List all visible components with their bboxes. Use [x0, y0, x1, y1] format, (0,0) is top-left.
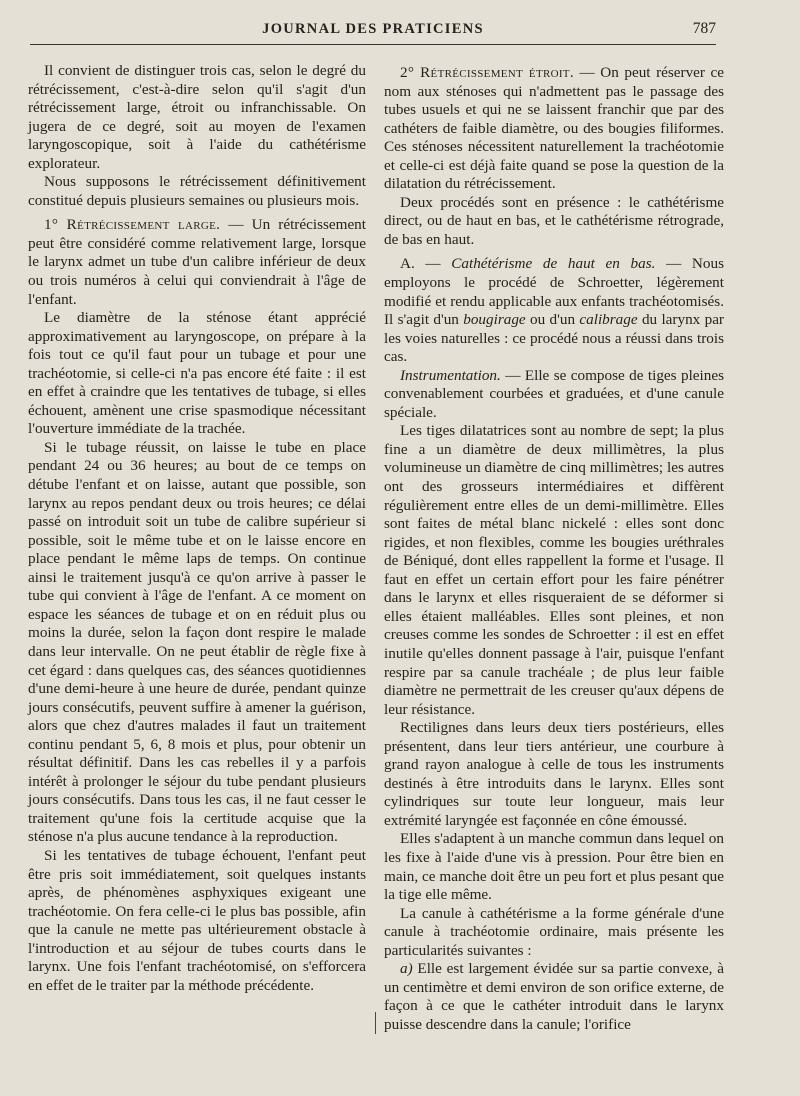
- left-column: [28, 62, 366, 995]
- paragraph: Si le tubage réussit, on laisse le tube en place pendant 24 ou 36 heures; au bout de ce temps on détube l'enfant et on laisse, autant que possible, son larynx au repos pendant deux ou trois heures; ce délai passé on introduit soit un tube de calibre supérieur si possible, soit le même tube et on le laisse encore en place pendant le même laps de temps. On continue ainsi le traitement jusqu'à ce qu'on arrive à passer le tube qui convient à l'âge de l'enfant. A ce moment on espace les séances de tubage et on en réduit plus ou moins la durée, selon la façon dont respire le malade dans leur intervalle. On ne peut établir de règle fixe à cet égard : dans quelques cas, des séances quotidiennes d'une demi-heure à une heure de durée, pendant quinze jours consécutifs, peuvent suffire à amener la guérison, alors que chez d'autres malades il faut un traitement continu pendant 5, 6, 8 mois et plus, pour obtenir un résultat définitif. Dans les cas rebelles il y a parfois intérêt à prolonger le séjour du tube pendant plusieurs jours consécutifs. Dans tous les cas, il ne faut cesser le traitement qu'une fois la certitude acquise que la sténose n'a plus aucune tendance à la reproduction.: [28, 438, 366, 846]
- column-divider: [375, 1012, 376, 1034]
- paragraph: Deux procédés sont en présence : le cathétérisme direct, ou de haut en bas, et le cathétérisme rétrograde, de bas en haut.: [384, 193, 724, 248]
- section-heading: 1° Rétrécissement large.: [44, 216, 221, 234]
- paragraph: Nous supposons le rétrécissement définitivement constitué depuis plusieurs semaines ou plusieurs mois.: [28, 173, 366, 209]
- subsection-paragraph: [384, 255, 724, 366]
- paragraph-text: — Un rétrécissement peut être considéré comme relativement large, lorsque le larynx admet un tube d'un calibre inférieur de deux ou trois numéros à celui qui conviendrait à l'âge de l'enfant.: [28, 216, 366, 308]
- paragraph: Rectilignes dans leurs deux tiers postérieurs, elles présentent, dans leur tiers antérieur, une courbure à grand rayon analogue à celle de tous les instruments destinés à être introduits dans le larynx. Elles sont cylindriques sur toute leur longueur, mais leur extrémité laryngée est façonnée en cône émoussé.: [384, 719, 724, 829]
- paragraph: [384, 960, 724, 1034]
- subsection-heading: Cathétérisme de haut en bas.: [451, 255, 656, 273]
- paragraph: Elles s'adaptent à un manche commun dans lequel on les fixe à l'aide d'une vis à pression. Pour être bien en main, ce manche doit être un peu fort et plus pesant que la tige elle même.: [384, 830, 724, 904]
- paragraph-text: du larynx par les voies naturelles : ce procédé nous a réussi dans trois cas.: [384, 311, 724, 366]
- section-paragraph: [28, 216, 366, 309]
- running-header: [30, 16, 716, 45]
- emphasis: calibrage: [579, 311, 638, 329]
- emphasis: bougirage: [463, 311, 526, 329]
- journal-title: JOURNAL DES PRATICIENS: [262, 21, 484, 37]
- page-number: 787: [692, 20, 716, 37]
- paragraph: La canule à cathétérisme a la forme générale d'une canule à trachéotomie ordinaire, mais présente les particularités suivantes :: [384, 904, 724, 959]
- paragraph-text: — On peut réserver ce nom aux sténoses qui n'admettent pas le passage des tubes usuels et qui ne se laissent franchir que par des cathéters de faible diamètre, ou des bougies filiformes. Ces sténoses nécessitent naturellement la trachéotomie et celle-ci est déjà faite quand se pose la question de la dilatation du rétrécissement.: [384, 64, 725, 193]
- paragraph-text: — Elle se compose de tiges pleines convenablement courbées et graduées, et d'une canule spéciale.: [384, 366, 724, 421]
- section-paragraph: [384, 64, 724, 194]
- paragraph-text: — Nous employons le procédé de Schroetter, légèrement modifié et rendu applicable aux enfants trachéotomisés. Il s'agit d'un: [384, 255, 724, 329]
- paragraph: Il convient de distinguer trois cas, selon le degré du rétrécissement, c'est-à-dire selon qu'il s'agit d'un rétrécissement large, étroit ou infranchissable. On jugera de ce degré, soit au moyen de l'examen laryngoscopique, soit à l'aide du cathétérisme explorateur.: [28, 62, 366, 172]
- paragraph-text: Elle est largement évidée sur sa partie convexe, à un centimètre et demi environ de son orifice externe, de façon à ce que le cathéter introduit dans le larynx puisse descendre dans la canule; l'orifice: [384, 960, 724, 1033]
- section-heading: 2° Rétrécissement étroit.: [400, 64, 574, 81]
- emphasis: Instrumentation.: [400, 366, 501, 384]
- paragraph: Si les tentatives de tubage échouent, l'enfant peut être pris soit immédiatement, soit quelques instants après, de phénomènes asphyxiques exigeant une trachéotomie. On fera celle-ci le plus bas possible, afin que la canule ne mette pas ultérieurement obstacle à l'introduction et au séjour de tubes courts dans le larynx. Une fois l'enfant trachéotomisé, on s'efforcera en effet de le traiter par la méthode précédente.: [28, 846, 366, 994]
- list-marker: a): [400, 960, 413, 978]
- right-column: [384, 64, 724, 1034]
- paragraph: Les tiges dilatatrices sont au nombre de sept; la plus fine a un diamètre de deux millimètres, la plus volumineuse un diamètre de cinq millimètres; les autres ont des grosseurs intermédiaires et diffèrent régulièrement entre elles de un demi-millimètre. Elles sont faites de métal blanc nickelé : elles sont donc rigides, et non flexibles, comme les bougies uréthrales de Béniqué, dont elles rappellent la forme et l'usage. Il faut en effet un certain effort pour les faire pénétrer dans le larynx et elles risqueraient de se déformer si elles étaient malléables. Elles sont pleines, et non creuses comme les sondes de Schroetter : il est en effet inutile qu'elles donnent passage à l'air, puisque l'enfant respire par sa canule trachéale ; de plus leur faible diamètre ne permettrait de les creuser qu'aux dépens de leur résistance.: [384, 422, 724, 718]
- paragraph: Le diamètre de la sténose étant apprécié approximativement au laryngoscope, on prépare à la fois tout ce qu'il faut pour un tubage et pour une trachéotomie, si celle-ci n'a pas encore été faite : il est en effet à craindre que les tentatives de tubage, si elles échouent, amènent une crise spasmodique nécessitant l'ouverture immédiate de la trachée.: [28, 309, 366, 438]
- subsection-prefix: A. —: [400, 255, 452, 273]
- paragraph-text: ou d'un: [525, 311, 580, 329]
- paragraph: [384, 367, 724, 423]
